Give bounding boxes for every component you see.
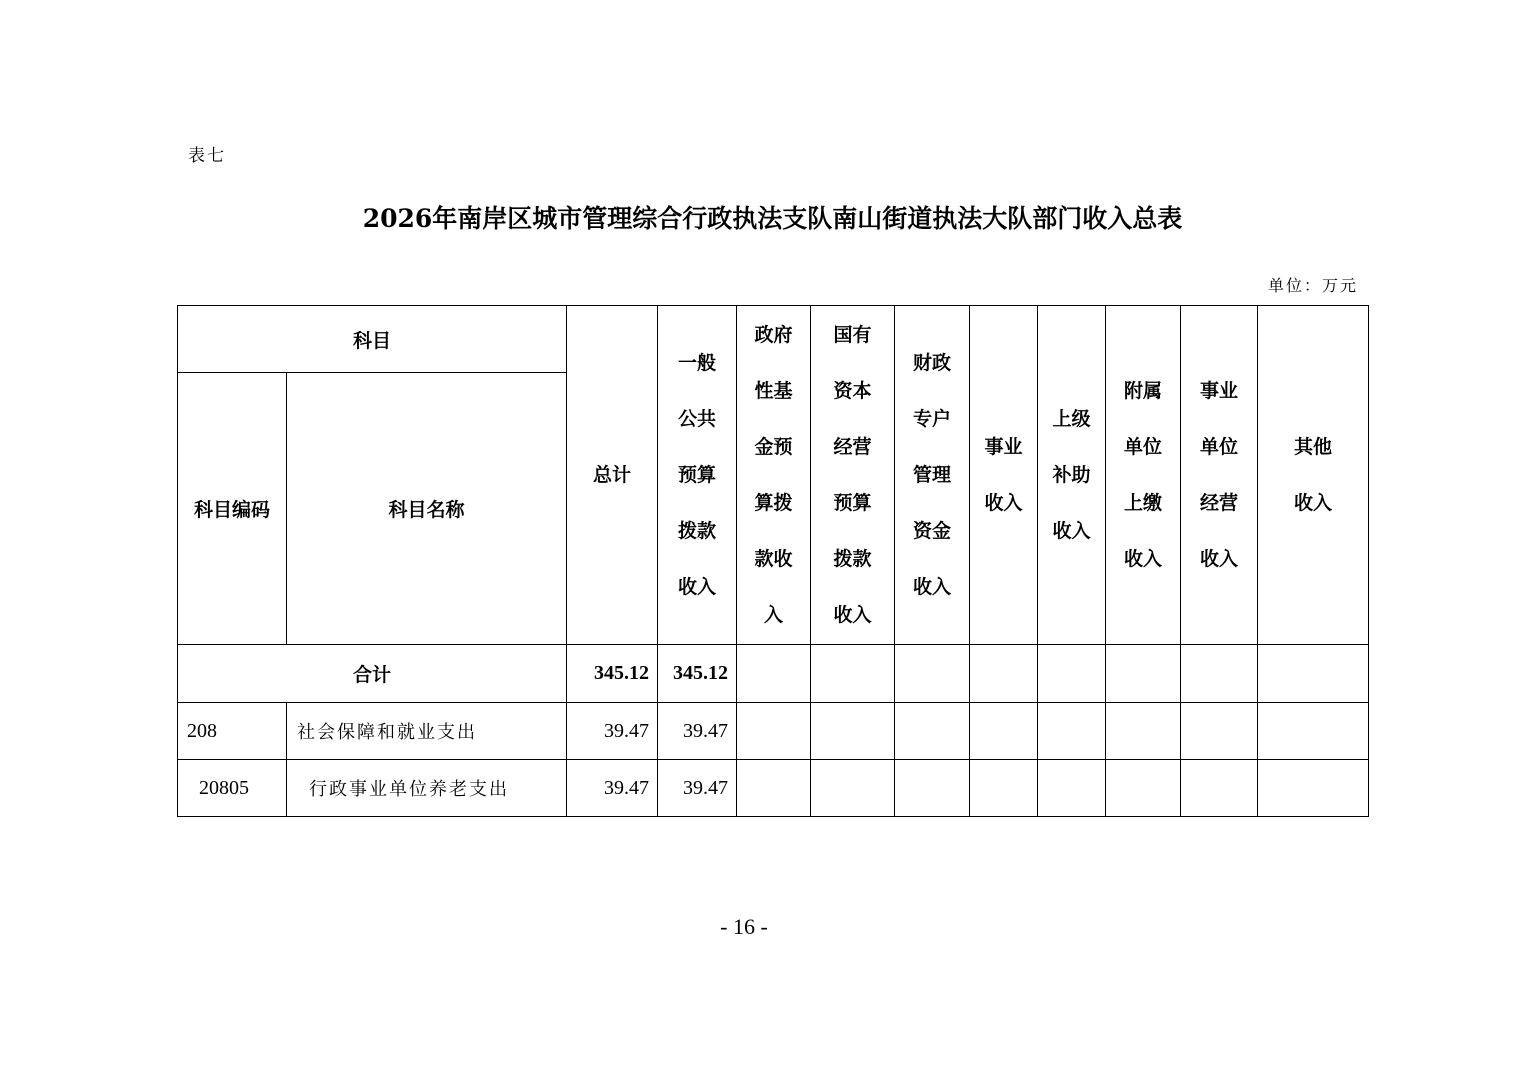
empty-cell xyxy=(1181,645,1258,703)
total-cell-total: 345.12 xyxy=(567,645,658,703)
empty-cell xyxy=(970,760,1038,817)
empty-cell xyxy=(1181,703,1258,760)
empty-cell xyxy=(737,703,811,760)
row-code: 20805 xyxy=(178,760,287,817)
empty-cell xyxy=(1106,760,1181,817)
empty-cell xyxy=(895,760,970,817)
header-subject-code: 科目编码 xyxy=(178,373,287,645)
header-affiliated-turnover: 附属单位上缴收入 xyxy=(1106,306,1181,645)
header-subject: 科目 xyxy=(178,306,567,373)
total-row xyxy=(178,645,1369,703)
header-other-income: 其他收入 xyxy=(1258,306,1369,645)
unit-note: 单位：万元 xyxy=(1268,276,1359,295)
empty-cell xyxy=(1181,760,1258,817)
empty-cell xyxy=(737,760,811,817)
page-number: - 16 - xyxy=(720,914,768,939)
row-general-budget: 39.47 xyxy=(658,760,737,817)
row-total: 39.47 xyxy=(567,760,658,817)
total-label: 合计 xyxy=(178,645,567,703)
empty-cell xyxy=(970,645,1038,703)
header-business-income: 事业收入 xyxy=(970,306,1038,645)
empty-cell xyxy=(1038,703,1106,760)
empty-cell xyxy=(1038,645,1106,703)
header-total: 总计 xyxy=(567,306,658,645)
header-subject-name: 科目名称 xyxy=(287,373,567,645)
header-gov-fund: 政府性基金预算拨款收入 xyxy=(737,306,811,645)
header-state-capital: 国有资本经营预算拨款收入 xyxy=(811,306,895,645)
header-fiscal-special: 财政专户管理资金收入 xyxy=(895,306,970,645)
row-name: 社会保障和就业支出 xyxy=(287,703,567,760)
empty-cell xyxy=(1258,703,1369,760)
total-cell-general-budget: 345.12 xyxy=(658,645,737,703)
empty-cell xyxy=(895,703,970,760)
row-code: 208 xyxy=(178,703,287,760)
empty-cell xyxy=(811,645,895,703)
header-business-operation: 事业单位经营收入 xyxy=(1181,306,1258,645)
row-general-budget: 39.47 xyxy=(658,703,737,760)
header-superior-subsidy: 上级补助收入 xyxy=(1038,306,1106,645)
empty-cell xyxy=(1106,645,1181,703)
empty-cell xyxy=(1106,703,1181,760)
income-summary-table xyxy=(177,305,1369,817)
page-title: 2026年南岸区城市管理综合行政执法支队南山街道执法大队部门收入总表 xyxy=(362,204,1183,233)
table-row xyxy=(178,760,1369,817)
empty-cell xyxy=(895,645,970,703)
row-name: 行政事业单位养老支出 xyxy=(287,760,567,817)
empty-cell xyxy=(970,703,1038,760)
table-row xyxy=(178,703,1369,760)
empty-cell xyxy=(737,645,811,703)
empty-cell xyxy=(1038,760,1106,817)
header-general-budget: 一般公共预算拨款收入 xyxy=(658,306,737,645)
empty-cell xyxy=(1258,760,1369,817)
empty-cell xyxy=(1258,645,1369,703)
table-label: 表七 xyxy=(188,146,226,166)
header-row-1 xyxy=(178,306,1369,373)
empty-cell xyxy=(811,760,895,817)
empty-cell xyxy=(811,703,895,760)
row-total: 39.47 xyxy=(567,703,658,760)
